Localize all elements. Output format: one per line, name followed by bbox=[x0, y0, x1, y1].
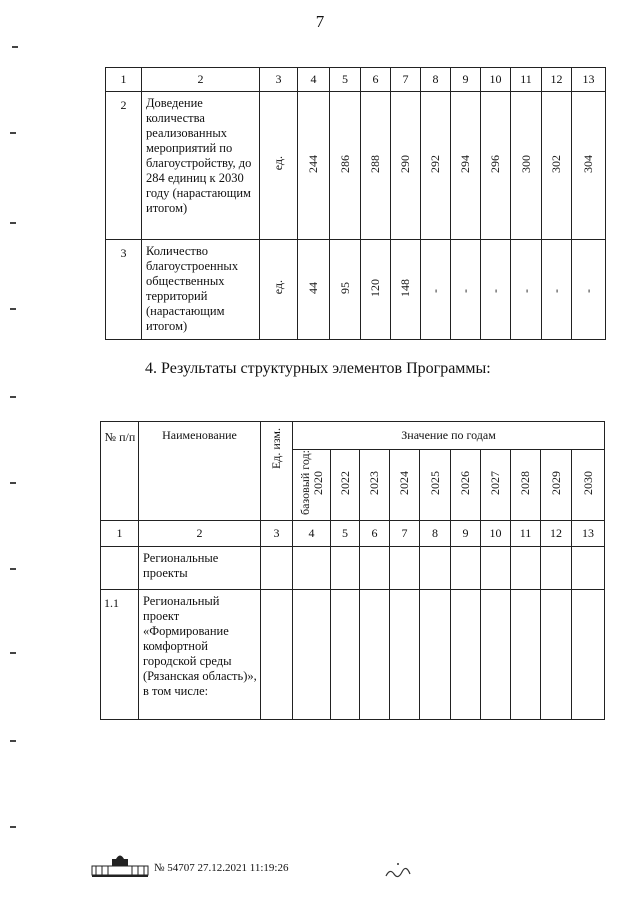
year-header: 2026 bbox=[458, 471, 472, 495]
year-header: 2030 bbox=[580, 471, 595, 495]
scan-mark bbox=[10, 396, 16, 398]
empty-cell bbox=[261, 547, 293, 590]
year-header: 2024 bbox=[397, 471, 411, 495]
header-cell: 7 bbox=[391, 68, 421, 92]
number-cell: 10 bbox=[481, 521, 511, 547]
document-registration: № 54707 27.12.2021 11:19:26 bbox=[154, 862, 289, 874]
row-name: Доведение количества реализованных мероприятий по благоустройству, до 284 единиц к 2030 году (нарастающим итогом) bbox=[142, 92, 260, 240]
row-value: 300 bbox=[518, 154, 533, 173]
empty-cell bbox=[390, 590, 420, 720]
empty-cell bbox=[572, 547, 605, 590]
row-name: Региональный проект «Формирование комфортной городской среды (Рязанская область)», в том числе: bbox=[139, 590, 261, 720]
row-value: 302 bbox=[549, 154, 563, 173]
number-cell: 6 bbox=[360, 521, 390, 547]
header-cell: 6 bbox=[361, 68, 391, 92]
col-values-group-header: Значение по годам bbox=[293, 422, 605, 450]
empty-cell bbox=[451, 590, 481, 720]
empty-cell bbox=[293, 547, 331, 590]
row-value: 120 bbox=[368, 278, 382, 297]
row-unit: ед. bbox=[271, 156, 285, 171]
table-row bbox=[101, 590, 605, 720]
header-cell: 11 bbox=[511, 68, 542, 92]
empty-cell bbox=[420, 590, 451, 720]
scan-mark bbox=[10, 826, 16, 828]
row-name: Региональные проекты bbox=[139, 547, 261, 590]
header-cell: 5 bbox=[330, 68, 361, 92]
col-index-label: № п/п bbox=[104, 430, 136, 444]
col-unit-header: Ед. изм. bbox=[269, 428, 283, 470]
row-index bbox=[101, 547, 139, 590]
empty-cell bbox=[511, 590, 541, 720]
scan-mark bbox=[10, 308, 16, 310]
row-value: 44 bbox=[306, 281, 320, 294]
building-stamp-icon bbox=[90, 852, 150, 878]
scan-mark bbox=[12, 46, 18, 48]
row-value: - bbox=[428, 289, 442, 293]
row-value: 288 bbox=[368, 154, 382, 173]
year-header: 2027 bbox=[488, 471, 502, 495]
header-cell: 10 bbox=[481, 68, 511, 92]
empty-cell bbox=[541, 547, 572, 590]
section-title: 4. Результаты структурных элементов Программы: bbox=[145, 360, 491, 377]
header-cell: 8 bbox=[421, 68, 451, 92]
number-cell: 4 bbox=[293, 521, 331, 547]
indicators-table bbox=[105, 67, 606, 340]
empty-cell bbox=[261, 590, 293, 720]
header-cell: 4 bbox=[298, 68, 330, 92]
row-value: 148 bbox=[398, 278, 412, 297]
row-value: 294 bbox=[458, 154, 472, 173]
row-value: 304 bbox=[581, 154, 595, 173]
table-number-row bbox=[101, 521, 605, 547]
number-cell: 11 bbox=[511, 521, 541, 547]
year-header: базовый год: 2020 bbox=[297, 450, 325, 516]
scan-mark bbox=[10, 482, 16, 484]
row-value: 95 bbox=[337, 281, 352, 294]
row-value: 290 bbox=[398, 154, 412, 173]
scan-mark bbox=[10, 740, 16, 742]
row-value: - bbox=[549, 289, 563, 293]
row-value: - bbox=[518, 289, 533, 293]
row-value: - bbox=[581, 289, 595, 293]
year-header: 2025 bbox=[427, 471, 442, 495]
row-value: 296 bbox=[488, 154, 502, 173]
empty-cell bbox=[451, 547, 481, 590]
col-index-header bbox=[101, 422, 139, 521]
number-cell: 13 bbox=[572, 521, 605, 547]
scan-mark bbox=[10, 132, 16, 134]
header-cell: 3 bbox=[260, 68, 298, 92]
row-value: - bbox=[458, 289, 472, 293]
empty-cell bbox=[360, 590, 390, 720]
document-footer bbox=[90, 850, 390, 880]
table-header-row bbox=[106, 68, 606, 92]
signature-mark bbox=[382, 858, 416, 884]
table-row bbox=[106, 92, 606, 240]
year-header: 2022 bbox=[337, 471, 352, 495]
number-cell: 12 bbox=[541, 521, 572, 547]
scan-mark bbox=[10, 222, 16, 224]
header-cell: 13 bbox=[572, 68, 606, 92]
empty-cell bbox=[420, 547, 451, 590]
row-value: - bbox=[488, 289, 502, 293]
row-value: 292 bbox=[428, 154, 442, 173]
table-row bbox=[101, 547, 605, 590]
empty-cell bbox=[511, 547, 541, 590]
number-cell: 3 bbox=[261, 521, 293, 547]
header-cell: 2 bbox=[142, 68, 260, 92]
col-name-header: Наименование bbox=[139, 422, 261, 521]
number-cell: 7 bbox=[390, 521, 420, 547]
year-header: 2023 bbox=[367, 471, 381, 495]
empty-cell bbox=[541, 590, 572, 720]
year-header: 2028 bbox=[518, 471, 532, 495]
empty-cell bbox=[481, 547, 511, 590]
header-cell: 9 bbox=[451, 68, 481, 92]
row-index: 1.1 bbox=[101, 590, 139, 720]
header-cell: 1 bbox=[106, 68, 142, 92]
row-index: 3 bbox=[106, 240, 142, 340]
empty-cell bbox=[331, 590, 360, 720]
empty-cell bbox=[293, 590, 331, 720]
table-header-row bbox=[101, 422, 605, 450]
results-table bbox=[100, 421, 605, 720]
empty-cell bbox=[481, 590, 511, 720]
year-header: 2029 bbox=[548, 471, 563, 495]
row-value: 244 bbox=[306, 154, 320, 173]
number-cell: 1 bbox=[101, 521, 139, 547]
empty-cell bbox=[572, 590, 605, 720]
table-row bbox=[106, 240, 606, 340]
header-cell: 12 bbox=[542, 68, 572, 92]
empty-cell bbox=[331, 547, 360, 590]
scan-mark bbox=[10, 568, 16, 570]
row-unit: ед. bbox=[271, 280, 285, 295]
row-index: 2 bbox=[106, 92, 142, 240]
number-cell: 2 bbox=[139, 521, 261, 547]
number-cell: 5 bbox=[331, 521, 360, 547]
number-cell: 9 bbox=[451, 521, 481, 547]
number-cell: 8 bbox=[420, 521, 451, 547]
empty-cell bbox=[390, 547, 420, 590]
row-name: Количество благоустроенных общественных территорий (нарастающим итогом) bbox=[142, 240, 260, 340]
scan-mark bbox=[10, 652, 16, 654]
empty-cell bbox=[360, 547, 390, 590]
page-number: 7 bbox=[315, 12, 325, 31]
row-value: 286 bbox=[337, 154, 352, 173]
